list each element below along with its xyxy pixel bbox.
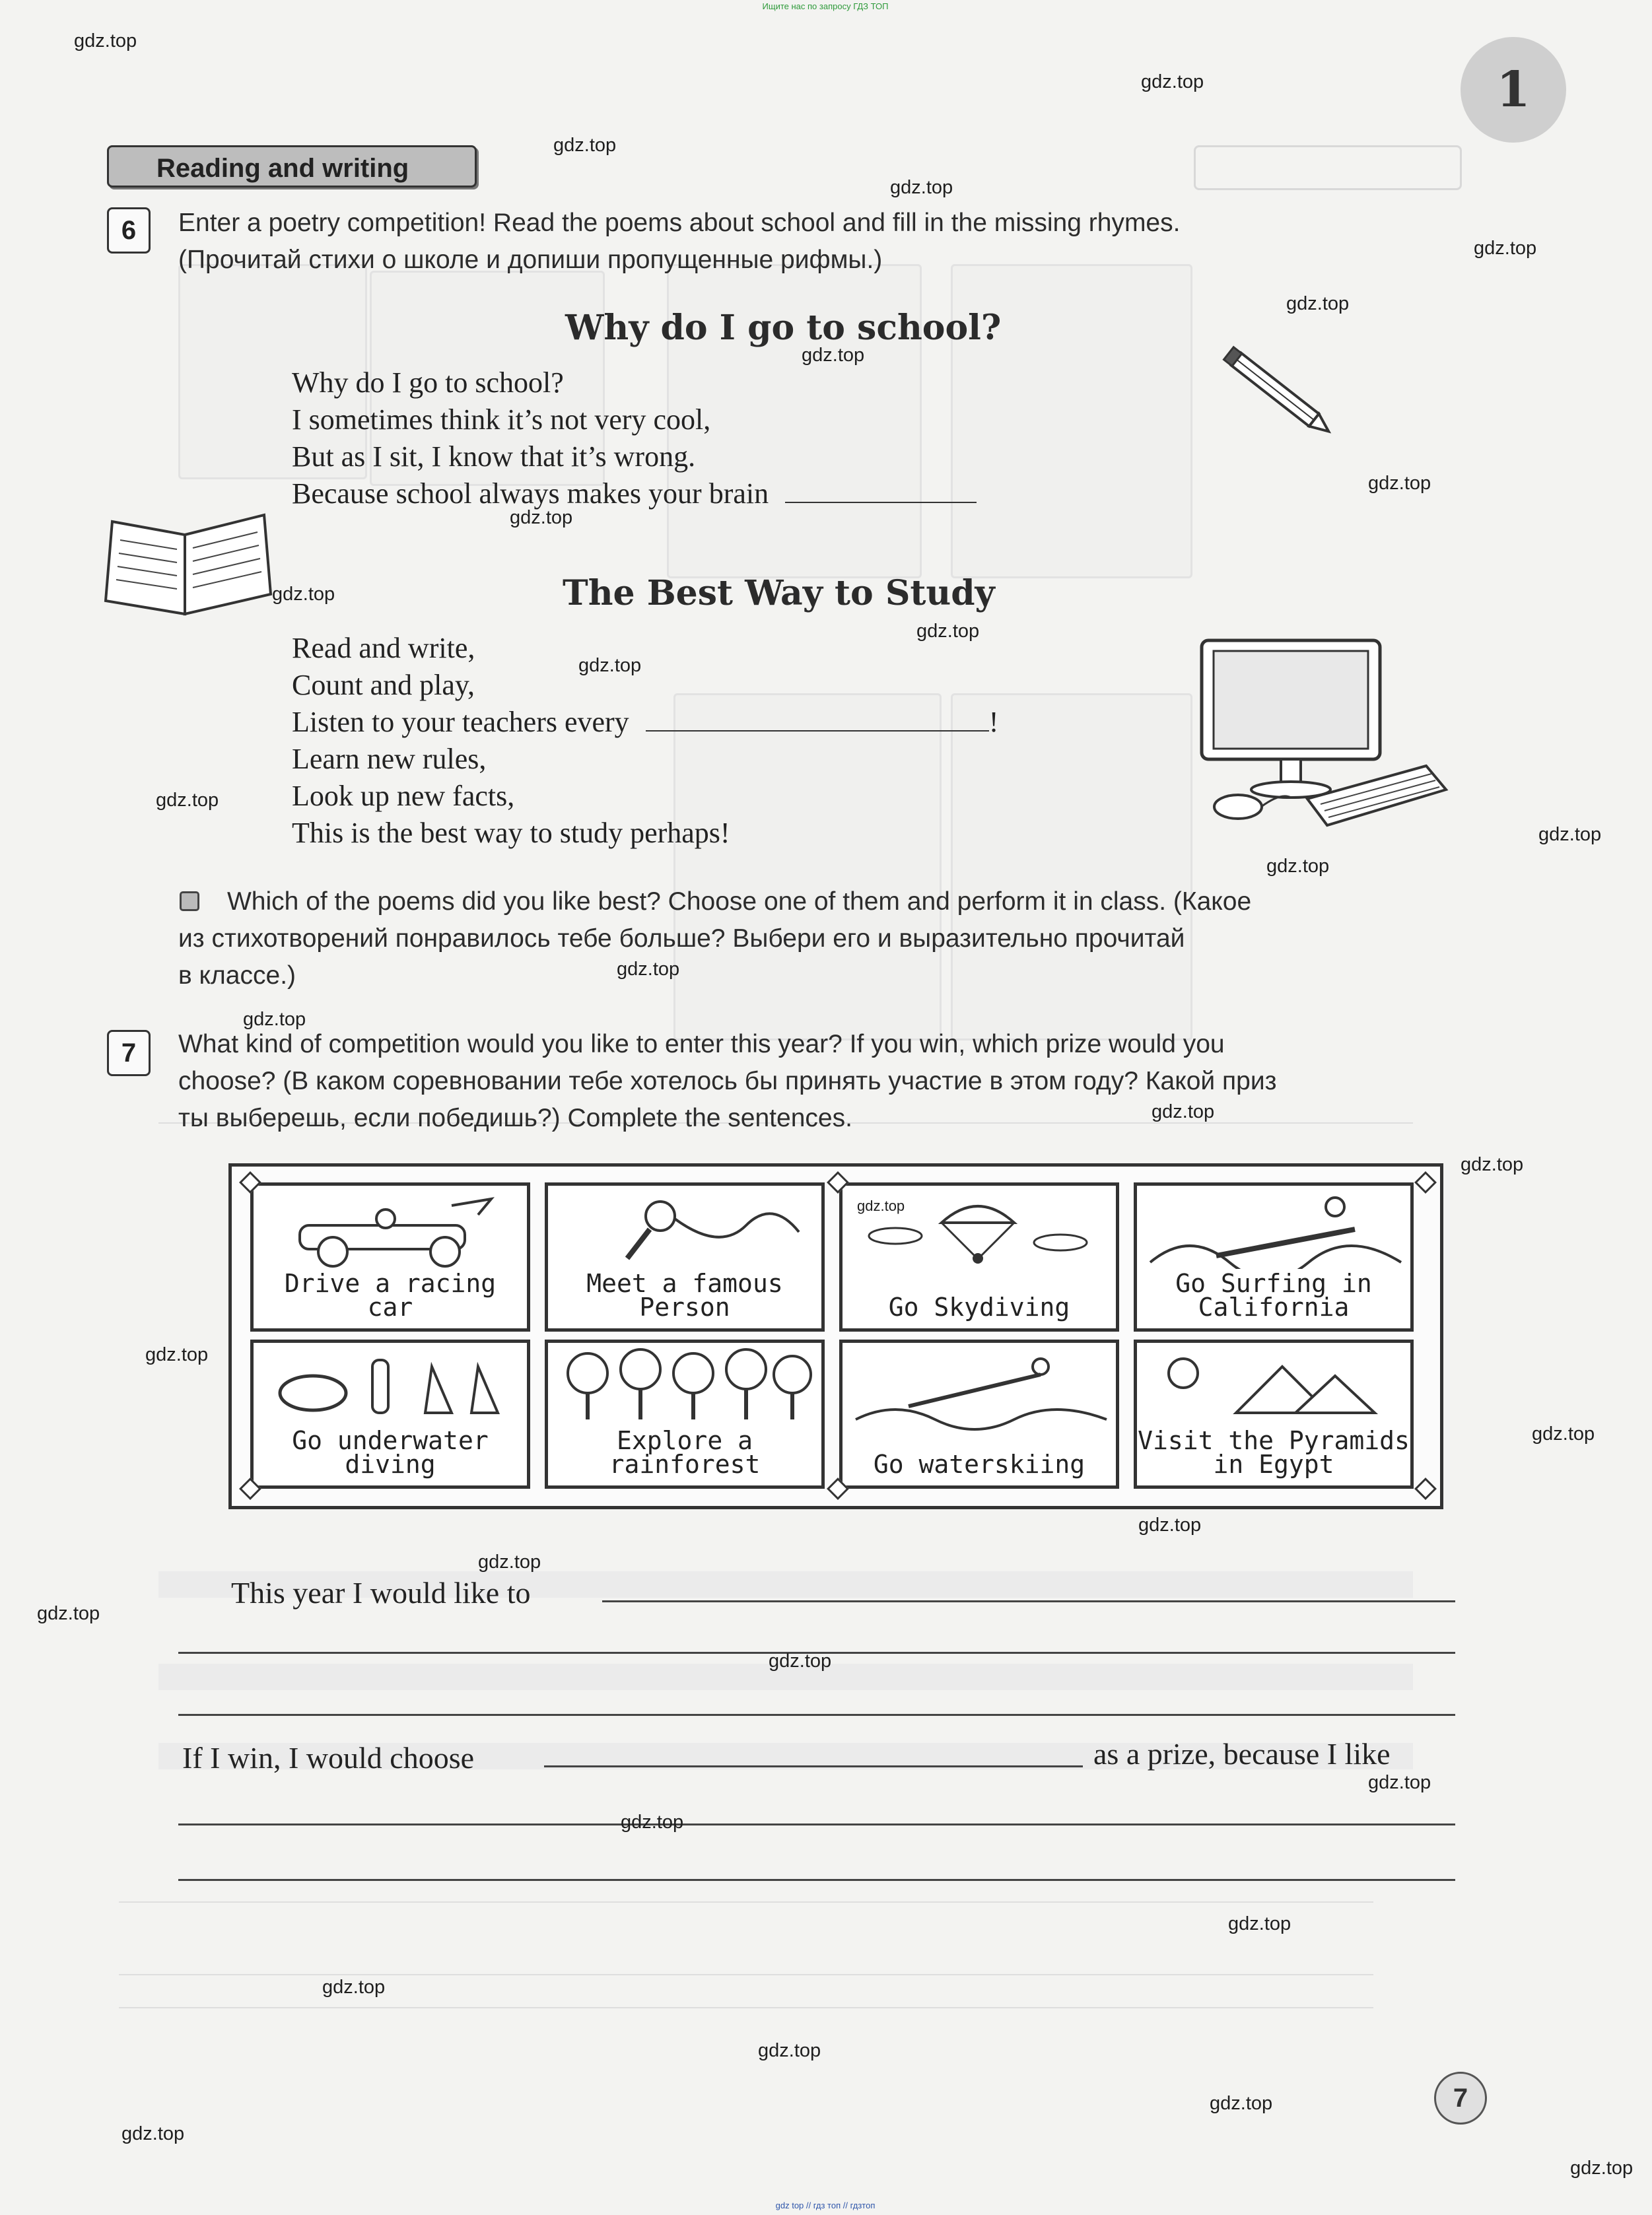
answer-line-5[interactable] [178,1879,1455,1881]
poem-1-line: Why do I go to school? [292,366,564,399]
watermark: gdz.top [1368,1772,1431,1793]
watermark: gdz.top [1538,824,1602,845]
poem-2-line: Count and play, [292,669,475,701]
poem-1-line: I sometimes think it’s not very cool, [292,403,711,436]
surfer-icon [1137,1190,1410,1269]
poem-2-line: Learn new rules, [292,743,487,775]
poem-1-body [292,364,977,512]
watermark: gdz.top [1461,1154,1524,1175]
competition-label-line: Explore a [617,1426,753,1455]
competition-label-line: Drive a racing [284,1269,497,1298]
poem-1-line: Because school always makes your brain [292,477,769,510]
sentence-1-start: This year I would like to [231,1576,531,1610]
racing-car-icon [254,1192,527,1272]
watermark: gdz.top [478,1551,541,1573]
competition-label-line: Go Skydiving [888,1293,1070,1322]
poem-2-line-end: ! [988,706,999,738]
answer-line-4[interactable] [178,1823,1455,1825]
competition-label [1137,1269,1410,1322]
watermark: gdz.top [1474,238,1537,259]
poem-1-line: But as I sit, I know that it’s wrong. [292,440,696,473]
exercise-6-task-line: из стихотворений понравилось тебе больше? Выбери его и выразительно прочитай [178,924,1185,953]
competition-label [1137,1426,1410,1479]
competition-label [843,1293,1116,1322]
page-number: 7 [1434,2072,1487,2125]
watermark: gdz.top [272,584,335,605]
competition-panel [250,1340,530,1489]
exercise-7-number: 7 [107,1030,151,1076]
sentence-2-end: as a prize, because I like [1093,1737,1391,1771]
top-banner: Ищите нас по запросу ГДЗ ТОП [762,1,889,11]
watermark: gdz.top [1570,2158,1634,2179]
exercise-7-instruction-line: choose? (В каком соревновании тебе хотелось бы принять участие в этом году? Какой приз [178,1067,1277,1095]
pyramids-icon [1137,1347,1410,1419]
competition-panel [839,1340,1119,1489]
rhyme-blank-1[interactable] [785,502,977,503]
competition-label [548,1426,821,1479]
watermark: gdz.top [1286,293,1350,314]
competition-label [843,1450,1116,1479]
bleed-through-line [119,2007,1373,2008]
poem-2-line: Read and write, [292,632,475,664]
poem-1-line-with-blank [292,475,977,512]
watermark: gdz.top [322,1977,386,1998]
competition-label [548,1269,821,1322]
bleed-through-tag [1194,145,1462,190]
exercise-6-task-line: Which of the poems did you like best? Choose one of them and perform it in class. (Какое [227,887,1252,916]
diving-gear-icon [254,1347,527,1426]
watermark: gdz.top [74,30,137,51]
bottom-banner: gdz top // гдз топ // гдзтоп [775,2200,876,2210]
watermark: gdz.top [243,1009,306,1030]
nail-icon [1414,1171,1437,1194]
watermark: gdz.top [145,1344,209,1365]
unit-number: 1 [1461,37,1566,143]
watermark: gdz.top [769,1651,832,1672]
pencil-icon [1212,330,1338,449]
nail-icon [1414,1478,1437,1500]
poem-2-body [292,630,998,852]
competition-panel [1134,1182,1414,1332]
poem-2-title: The Best Way to Study [563,573,995,613]
rhyme-blank-2[interactable] [646,730,989,732]
watermark: gdz.top [1141,71,1204,92]
competition-panel [250,1182,530,1332]
exercise-6-instruction [178,205,1459,279]
answer-line-1[interactable] [602,1600,1455,1602]
waterskier-icon [843,1347,1116,1433]
competition-label-line: car [367,1293,413,1322]
watermark: gdz.top [510,507,573,528]
exercise-7-instruction-line: What kind of competition would you like to enter this year? If you win, which prize would you [178,1030,1225,1058]
exercise-6-instruction-en: Enter a poetry competition! Read the poems about school and fill in the missing rhymes. [178,209,1181,237]
watermark: gdz.top [857,1198,905,1214]
competition-label-line: Go underwater [292,1426,489,1455]
competition-label-line: Go Surfing in [1175,1269,1372,1298]
watermark: gdz.top [121,2123,185,2144]
watermark: gdz.top [1532,1423,1595,1445]
watermark: gdz.top [1152,1101,1215,1122]
competition-label [254,1269,527,1322]
section-heading: Reading and writing [107,145,477,187]
prize-answer-line[interactable] [544,1765,1083,1767]
watermark: gdz.top [156,790,219,811]
competition-label-line: Go waterskiing [873,1450,1085,1479]
exercise-6-number: 6 [107,207,151,254]
watermark: gdz.top [578,655,642,676]
competition-label-line: California [1198,1293,1350,1322]
computer-icon [1188,634,1453,832]
watermark: gdz.top [621,1812,684,1833]
competition-label [254,1426,527,1479]
competition-label-line: rainforest [609,1450,761,1479]
watermark: gdz.top [1368,473,1431,494]
poem-1-title: Why do I go to school? [565,308,1002,348]
poem-2-line-with-blank [292,704,998,741]
microphone-icon [548,1192,821,1272]
watermark: gdz.top [1210,2093,1273,2114]
competition-panel [545,1340,825,1489]
competition-label-line: Meet a famous [586,1269,783,1298]
watermark: gdz.top [37,1603,100,1624]
exercise-7-instruction [178,1026,1459,1137]
trees-icon [548,1347,821,1426]
competition-panel [545,1182,825,1332]
watermark: gdz.top [802,345,865,366]
competitions-picture [228,1163,1443,1509]
open-book-icon [99,502,277,621]
competition-label-line: Visit the Pyramids [1138,1426,1410,1455]
watermark: gdz.top [916,621,980,642]
competition-label-line: in Egypt [1213,1450,1334,1479]
poem-2-line: Look up new facts, [292,780,515,812]
watermark: gdz.top [1228,1913,1291,1934]
exercise-6-task [178,883,1459,994]
competition-panel [1134,1340,1414,1489]
competition-label-line: diving [345,1450,436,1479]
watermark: gdz.top [890,177,953,198]
competition-label-line: Person [639,1293,730,1322]
watermark: gdz.top [758,2040,821,2061]
watermark: gdz.top [1266,856,1330,877]
bleed-through-line [119,1901,1373,1903]
poem-2-line: This is the best way to study perhaps! [292,817,730,849]
watermark: gdz.top [553,135,617,156]
watermark: gdz.top [1138,1515,1202,1536]
answer-line-3[interactable] [178,1714,1455,1716]
exercise-6-instruction-ru: (Прочитай стихи о школе и допиши пропущенные рифмы.) [178,246,883,274]
watermark: gdz.top [617,959,680,980]
sentence-2-start: If I win, I would choose [182,1741,475,1775]
poem-2-line: Listen to your teachers every [292,706,629,738]
exercise-7-instruction-line: ты выберешь, если победишь?) Complete the sentences. [178,1104,852,1132]
exercise-6-task-line: в классе.) [178,961,296,990]
bleed-through-line [119,1974,1373,1975]
